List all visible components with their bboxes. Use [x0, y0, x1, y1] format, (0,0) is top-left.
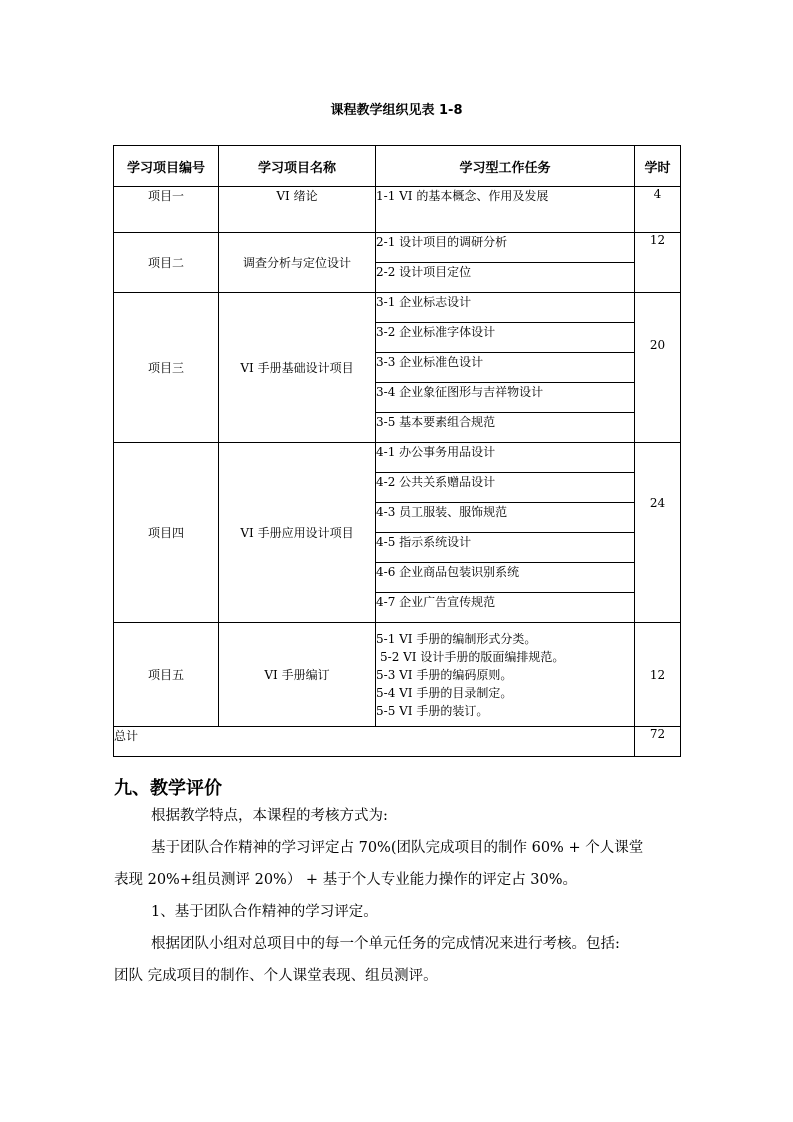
paragraph: 1、基于团队合作精神的学习评定。 [151, 904, 378, 920]
project-task: 4-6 企业商品包装识别系统 [376, 563, 635, 593]
project-id: 项目五 [114, 623, 219, 727]
paragraph: 根据教学特点，本课程的考核方式为: [151, 808, 388, 824]
project-hours: 12 [635, 623, 681, 727]
header-work-task: 学习型工作任务 [376, 146, 635, 187]
paragraph: 团队 完成项目的制作、个人课堂表现、组员测评。 [114, 968, 438, 984]
project-task: 5-3 VI 手册的编码原则。 [376, 667, 513, 682]
project-task: 2-2 设计项目定位 [376, 263, 635, 293]
project-task: 3-5 基本要素组合规范 [376, 413, 635, 443]
project-task: 5-2 VI 设计手册的版面编排规范。 [380, 649, 565, 664]
project-task: 3-2 企业标准字体设计 [376, 323, 635, 353]
project-id: 项目一 [114, 187, 219, 233]
course-organization-table [113, 145, 681, 757]
project-task: 4-7 企业广告宣传规范 [376, 593, 635, 623]
table-row [114, 293, 681, 323]
project-hours: 12 [635, 233, 681, 293]
project-id: 项目三 [114, 293, 219, 443]
project-task: 4-3 员工服装、服饰规范 [376, 503, 635, 533]
project-task: 4-1 办公事务用品设计 [376, 443, 635, 473]
project-task: 5-1 VI 手册的编制形式分类。 [376, 631, 537, 646]
project-hours: 24 [635, 443, 681, 623]
header-project-name: 学习项目名称 [219, 146, 376, 187]
project-task: 5-5 VI 手册的装订。 [376, 703, 489, 718]
table-caption: 课程教学组织见表 1-8 [330, 103, 463, 118]
project-task: 5-4 VI 手册的目录制定。 [376, 685, 513, 700]
project-name: 调查分析与定位设计 [219, 233, 376, 293]
table-row [114, 623, 681, 727]
project-task: 3-4 企业象征图形与吉祥物设计 [376, 383, 635, 413]
paragraph: 表现 20%+组员测评 20%） + 基于个人专业能力操作的评定占 30%。 [114, 872, 578, 888]
table-row [114, 187, 681, 233]
project-name: VI 手册应用设计项目 [219, 443, 376, 623]
project-name: VI 手册基础设计项目 [219, 293, 376, 443]
header-project-number: 学习项目编号 [114, 146, 219, 187]
project-name: VI 绪论 [219, 187, 376, 233]
project-task: 3-3 企业标准色设计 [376, 353, 635, 383]
section-heading: 九、教学评价 [114, 778, 222, 799]
table-header-row [114, 146, 681, 187]
total-label: 总计 [114, 727, 635, 757]
project-hours: 20 [635, 293, 681, 443]
project-task: 2-1 设计项目的调研分析 [376, 233, 635, 263]
total-hours: 72 [635, 727, 681, 757]
project-id: 项目二 [114, 233, 219, 293]
total-row [114, 727, 681, 757]
paragraph: 根据团队小组对总项目中的每一个单元任务的完成情况来进行考核。包括: [151, 936, 620, 952]
project-task: 1-1 VI 的基本概念、作用及发展 [376, 187, 635, 233]
table-row [114, 233, 681, 263]
paragraph: 基于团队合作精神的学习评定占 70%(团队完成项目的制作 60% + 个人课堂 [151, 840, 644, 856]
project-task: 4-5 指示系统设计 [376, 533, 635, 563]
project-id: 项目四 [114, 443, 219, 623]
project-task-list [376, 623, 635, 727]
project-task: 4-2 公共关系赠品设计 [376, 473, 635, 503]
table-row [114, 443, 681, 473]
project-task: 3-1 企业标志设计 [376, 293, 635, 323]
project-hours: 4 [635, 187, 681, 233]
project-name: VI 手册编订 [219, 623, 376, 727]
header-hours: 学时 [635, 146, 681, 187]
